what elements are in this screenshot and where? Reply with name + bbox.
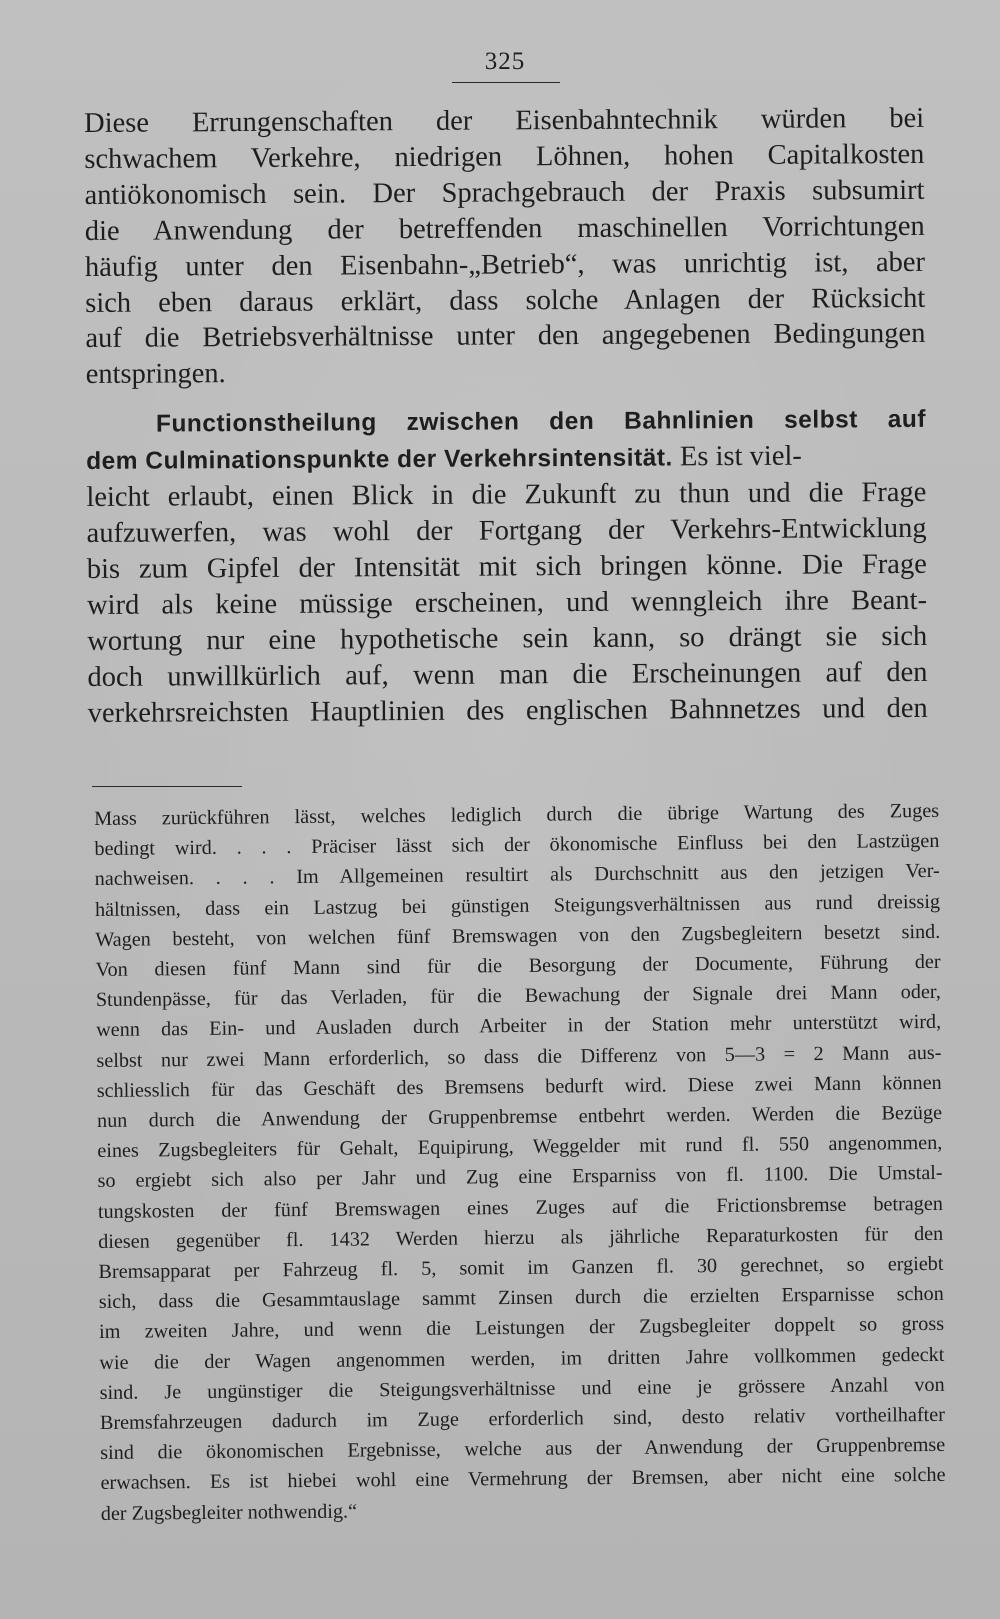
paragraph2-line: leicht erlaubt, einen Blick in die Zukunft zu thun und die Frage (86, 476, 927, 514)
footnote (94, 796, 946, 1529)
footnote-line: sind. Je ungünstiger die Steigungsverhältnisse und eine je grössere Anzahl von (99, 1373, 945, 1404)
footnote-line: nachweisen. . . . Im Allgemeinen resultirt als Durchschnitt aus den jetzigen Ver- (94, 860, 940, 891)
footnote-line: Stundenpässe, für das Verladen, für die Bewachung der Signale drei Mann oder, (95, 981, 941, 1012)
paragraph2-text: Es ist viel- (672, 440, 802, 473)
paragraph1-line: sich eben daraus erklärt, dass solche Anlagen der Rücksicht (85, 282, 926, 319)
footnote-line: wie die der Wagen angenommen werden, im dritten Jahre vollkommen gedeckt (99, 1343, 945, 1374)
footnote-line: sich, dass die Gesammtauslage sammt Zinsen durch die erzielten Ersparnisse schon (98, 1283, 944, 1314)
paragraph1-line: häufig unter den Eisenbahn-„Betrieb“, was unrichtig ist, aber (84, 246, 926, 283)
footnote-line: eines Zugsbegleiters für Gehalt, Equipirung, Weggelder mit rund fl. 550 angenommen, (97, 1132, 943, 1163)
paragraph2-line: wortung nur eine hypothetische sein kann, so drängt sie sich (87, 620, 928, 657)
paragraph1-line: schwachem Verkehre, niedrigen Löhnen, hohen Capitalkosten (84, 138, 925, 175)
footnote-line: Bremsfahrzeugen dadurch im Zuge erforderlich sind, desto relativ vortheilhafter (99, 1403, 946, 1435)
paragraph2-line: bis zum Gipfel der Intensität mit sich bringen könne. Die Frage (86, 548, 927, 585)
paragraph1-line: entspringen. (85, 358, 226, 391)
footnote-line: erwachsen. Es ist hiebei wohl eine Vermehrung der Bremsen, aber nicht eine solche (100, 1464, 946, 1495)
paragraph1-line: Diese Errungenschaften der Eisenbahntechnik würden bei (84, 102, 925, 139)
paragraph1-line: die Anwendung der betreffenden maschinellen Vorrichtungen (84, 210, 925, 247)
page-number-rule (452, 82, 560, 83)
footnote-line: schliesslich für das Geschäft des Bremsens bedurft wird. Diese zwei Mann können (96, 1071, 942, 1102)
footnote-line: diesen gegenüber fl. 1432 Werden hierzu als jährliche Reparaturkosten für den (98, 1222, 944, 1253)
footnote-line: so ergiebt sich also per Jahr und Zug eine Ersparniss von fl. 1100. Die Umstal- (97, 1162, 943, 1193)
section-heading-text: dem Culminationspunkte der Verkehrsintensität. (86, 444, 673, 476)
footnote-line: bedingt wird. . . . Präciser lässt sich der ökonomische Einfluss bei den Lastzügen (94, 830, 940, 861)
footnote-line: sind die ökonomischen Ergebnisse, welche aus der Anwendung der Gruppenbremse (100, 1434, 946, 1465)
footnote-line: Bremsapparat per Fahrzeug fl. 5, somit im Ganzen fl. 30 gerechnet, so ergiebt (98, 1252, 944, 1284)
footnote-line: Von diesen fünf Mann sind für die Besorgung der Documente, Führung der (95, 950, 941, 982)
footnote-line: im zweiten Jahre, und wenn die Leistungen der Zugsbegleiter doppelt so gross (98, 1313, 945, 1344)
page-number: 325 (484, 48, 526, 75)
paragraph2-line: doch unwillkürlich auf, wenn man die Erscheinungen auf den (87, 656, 928, 693)
footnote-line: Wagen besteht, von welchen fünf Bremswagen von den Zugsbegleitern besetzt sind. (95, 920, 941, 951)
footnote-line: der Zugsbegleiter nothwendig.“ (100, 1500, 358, 1525)
footnote-rule (92, 786, 242, 787)
paragraph1-line: auf die Betriebsverhältnisse unter den angegebenen Bedingungen (85, 318, 926, 355)
footnote-line: tungskosten der fünf Bremswagen eines Zuges auf die Frictionsbremse betragen (97, 1192, 943, 1223)
footnote-line: wenn das Ein- und Ausladen durch Arbeiter in der Station mehr unterstützt wird, (96, 1011, 942, 1042)
paragraph1-line: antiökonomisch sein. Der Sprachgebrauch der Praxis subsumirt (84, 174, 925, 211)
section-heading-line (86, 401, 926, 443)
paragraph2-line: verkehrsreichsten Hauptlinien des englischen Bahnnetzes und den (87, 692, 928, 729)
footnote-line: selbst nur zwei Mann erforderlich, so dass die Differenz von 5—3 = 2 Mann aus- (96, 1041, 942, 1072)
main-text (84, 101, 928, 732)
footnote-line: hältnissen, dass ein Lastzug bei günstigen Steigungsverhältnissen aus rund dreissig (94, 890, 941, 921)
paragraph2-line: aufzuwerfen, was wohl der Fortgang der Verkehrs-Entwicklung (86, 512, 927, 549)
paragraph2-line: wird als keine müssige erscheinen, und wenngleich ihre Beant- (86, 584, 928, 621)
footnote-line: Mass zurückführen lässt, welches lediglich durch die übrige Wartung des Zuges (94, 799, 940, 830)
section-heading-text: Functionstheilung zwischen den Bahnlinien selbst auf (155, 406, 927, 438)
section-heading-line (86, 438, 926, 480)
footnote-line: nun durch die Anwendung der Gruppenbremse entbehrt werden. Werden die Bezüge (96, 1101, 943, 1133)
